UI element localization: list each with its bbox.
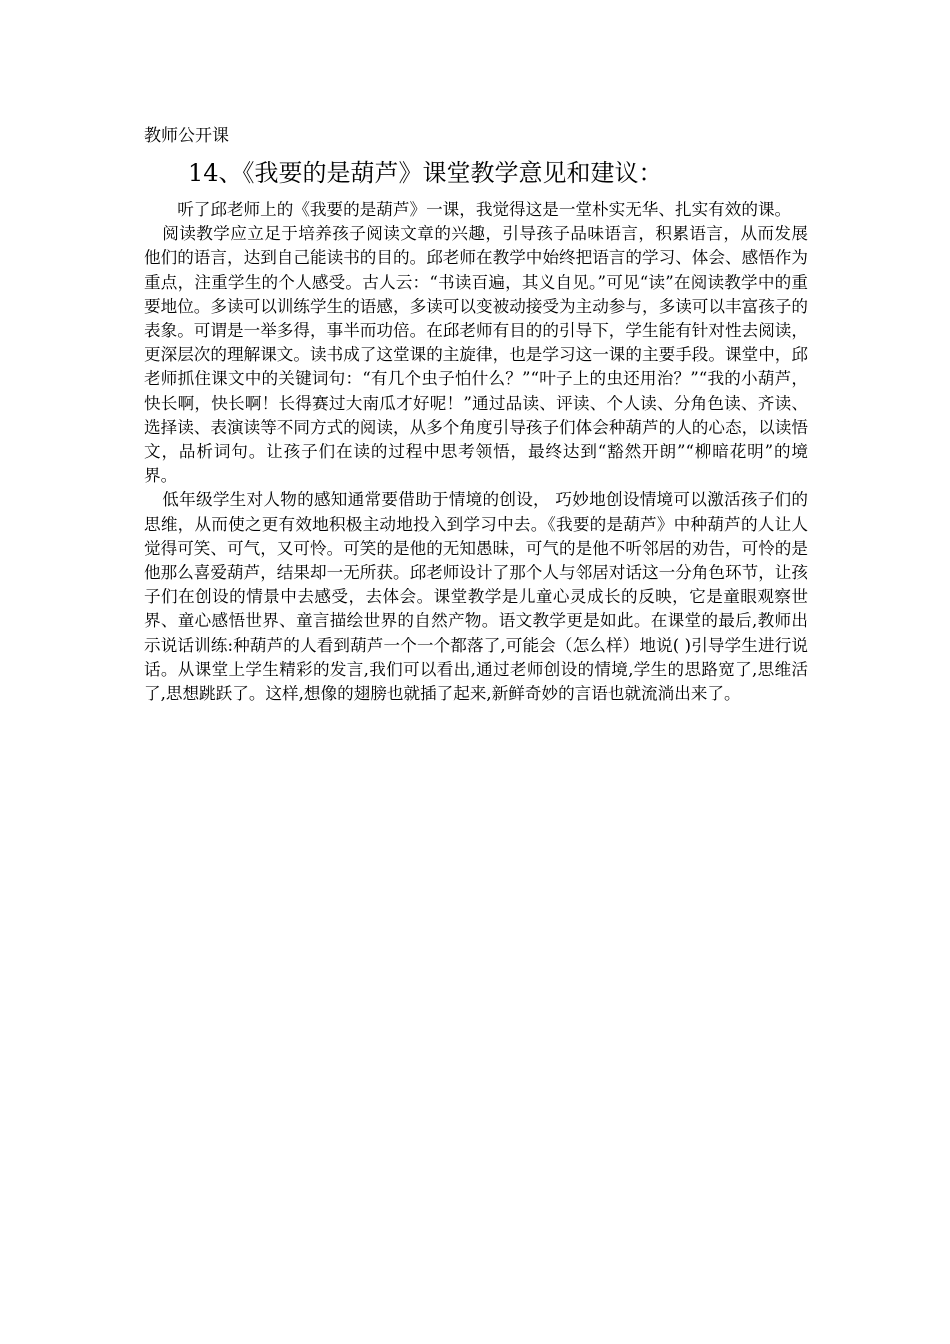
- header-label: 教师公开课: [144, 126, 229, 146]
- document-title: 14、《我要的是葫芦》课堂教学意见和建议：: [188, 159, 663, 187]
- paragraph-situation: 低年级学生对人物的感知通常要借助于情境的创设， 巧妙地创设情境可以激活孩子们的思维，从而使之更有效地积极主动地投入到学习中去。《我要的是葫芦》中种葫芦的人让人觉得可笑、可气，又可怜。可笑的是他的无知愚昧，可气的是他不听邻居的劝告，可怜的是他那么喜爱葫芦，结果却一无所获。邱老师设计了那个人与邻居对话这一分角色环节，让孩子们在创设的情景中去感受，去体会。课堂教学是儿童心灵成长的反映，它是童眼观察世界、童心感悟世界、童言描绘世界的自然产物。语文教学更是如此。在课堂的最后,教师出示说话训练:种葫芦的人看到葫芦一个一个都落了,可能会（怎么样）地说( )引导学生进行说话。从课堂上学生精彩的发言,我们可以看出,通过老师创设的情境,学生的思路宽了,思维活了,思想跳跃了。这样,想像的翅膀也就插了起来,新鲜奇妙的言语也就流淌出来了。: [144, 490, 808, 704]
- paragraph-intro: 听了邱老师上的《我要的是葫芦》一课，我觉得这是一堂朴实无华、扎实有效的课。: [177, 200, 792, 219]
- paragraph-reading: 阅读教学应立足于培养孩子阅读文章的兴趣，引导孩子品味语言，积累语言，从而发展他们的语言，达到自己能读书的目的。邱老师在教学中始终把语言的学习、体会、感悟作为重点，注重学生的个人感受。古人云：“书读百遍，其义自见。”可见“读”在阅读教学中的重要地位。多读可以训练学生的语感，多读可以变被动接受为主动参与，多读可以丰富孩子的表象。可谓是一举多得，事半而功倍。在邱老师有目的的引导下，学生能有针对性去阅读，更深层次的理解课文。读书成了这堂课的主旋律，也是学习这一课的主要手段。课堂中，邱老师抓住课文中的关键词句：“有几个虫子怕什么？”“叶子上的虫还用治？”“我的小葫芦，快长啊，快长啊！长得赛过大南瓜才好呢！”通过品读、评读、个人读、分角色读、齐读、选择读、表演读等不同方式的阅读，从多个角度引导孩子们体会种葫芦的人的心态，以读悟文，品析词句。让孩子们在读的过程中思考领悟，最终达到“豁然开朗”“柳暗花明”的境界。: [144, 224, 808, 486]
- document-body: [144, 122, 808, 706]
